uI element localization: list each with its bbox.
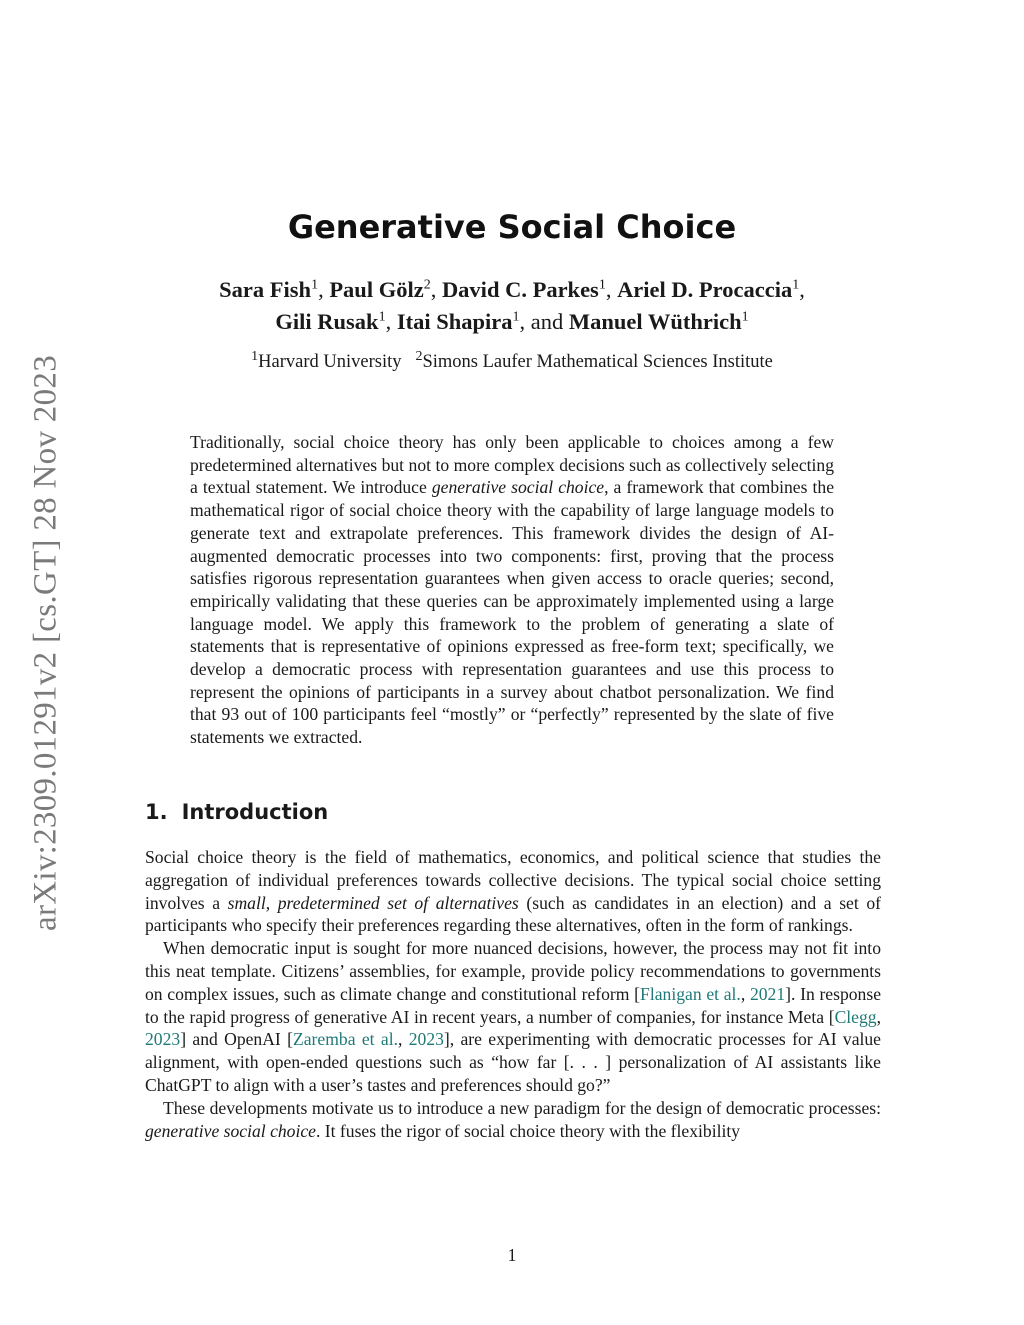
emphasis: generative social choice xyxy=(431,477,605,498)
citation-year-link[interactable]: 2023 xyxy=(145,1029,181,1050)
section-heading xyxy=(145,800,328,824)
author-affiliation-mark: 2 xyxy=(423,277,431,293)
author-affiliation-mark: 1 xyxy=(598,277,606,293)
body-paragraph: Social choice theory is the field of mathematics, economics, and political science that studies the aggregation of individual preferences towards collective decisions. The typical social choice setting involves a small, predetermined set of alternatives (such as candidates in an election) and a set of participants who specify their preferences regarding these alternatives, often in the form of rankings. xyxy=(145,847,881,936)
emphasis: small, predetermined set of alternatives xyxy=(227,892,519,913)
abstract xyxy=(190,431,834,749)
paper-title: Generative Social Choice xyxy=(287,208,737,246)
emphasis: generative social choice xyxy=(145,1120,316,1141)
arxiv-sidebar xyxy=(28,346,64,940)
author-affiliation-mark: 1 xyxy=(378,309,386,325)
author-name: David C. Parkes xyxy=(441,277,599,302)
author-affiliation-mark: 1 xyxy=(741,309,749,325)
section-title: Introduction xyxy=(181,800,329,824)
author-affiliation-mark: 1 xyxy=(512,309,520,325)
body-paragraph: When democratic input is sought for more nuanced decisions, however, the process may not fit into this neat template. Citizens’ assemblies, for example, provide policy recommendations to governments on complex issues, such as climate change and constitutional reform [Flanigan et al., 2021]. In response to the rapid progress of generative AI in recent years, a number of companies, for instance Meta [Clegg, 2023] and OpenAI [Zaremba et al., 2023], are experimenting with democratic processes for AI value alignment, with open-ended questions such as “how far [. . . ] personalization of AI assistants like ChatGPT to align with a user’s tastes and preferences should go?” xyxy=(145,938,882,1095)
affiliations xyxy=(100,348,924,373)
body-paragraph: These developments motivate us to introduce a new paradigm for the design of democratic processes: generative social choice. It fuses the rigor of social choice theory with the flexibility xyxy=(145,1097,881,1141)
introduction-body xyxy=(145,846,881,1142)
abstract-paragraph: Traditionally, social choice theory has only been applicable to choices among a few predetermined alternatives but not to more complex decisions such as collectively selecting a textual statement. We introduce generative social choice, a framework that combines the mathematical rigor of social choice theory with the capability of large language models to generate text and extrapolate preferences. This framework divides the design of AI-augmented democratic processes into two components: first, proving that the process satisfies rigorous representation guarantees when given access to oracle queries; second, empirically validating that these queries can be approximately implemented using a large language model. We apply this framework to the problem of generating a slate of statements that is representative of opinions expressed as free-form text; specifically, we develop a democratic process with representation guarantees and use this process to represent the opinions of participants in a survey about chatbot personalization. We find that 93 out of 100 participants feel “mostly” or “perfectly” represented by the slate of five statements we extracted. xyxy=(190,432,835,748)
author-list: Sara Fish$^1$, Paul Gölz$^2$, David C. Parkes$^1$, Ariel D. Procaccia$^1$, Gili Rusak$^1$, Itai Shapira$^1$, and Manuel Wüthrich$^1$ xyxy=(219,277,805,334)
author-name: Manuel Wüthrich xyxy=(568,309,742,334)
arxiv-identifier: arXiv:2309.01291v2 [cs.GT] 28 Nov 2023 xyxy=(27,355,64,931)
citation-year-link[interactable]: 2023 xyxy=(408,1029,444,1050)
affiliation-name: Harvard University xyxy=(258,352,402,372)
author-name: Sara Fish xyxy=(219,277,312,302)
citation-link[interactable]: Clegg xyxy=(834,1006,877,1027)
author-affiliation-mark: 1 xyxy=(792,277,800,293)
section-number: 1. xyxy=(145,800,168,824)
affiliation-name: Simons Laufer Mathematical Sciences Institute xyxy=(422,352,773,372)
citation-link[interactable]: Flanigan et al. xyxy=(640,983,741,1004)
citation-link[interactable]: Zaremba et al. xyxy=(293,1029,398,1050)
author-name: Gili Rusak xyxy=(275,309,379,334)
author-conjunction: and xyxy=(530,309,564,334)
affiliation-mark: 1 xyxy=(251,348,259,364)
affiliation-mark: 2 xyxy=(415,348,423,364)
citation-year-link[interactable]: 2021 xyxy=(749,983,786,1004)
author-name: Paul Gölz xyxy=(329,277,424,302)
author-name: Ariel D. Procaccia xyxy=(617,277,793,302)
author-affiliation-mark: 1 xyxy=(311,277,319,293)
author-name: Itai Shapira xyxy=(396,309,513,334)
page-number: 1 xyxy=(507,1245,517,1265)
